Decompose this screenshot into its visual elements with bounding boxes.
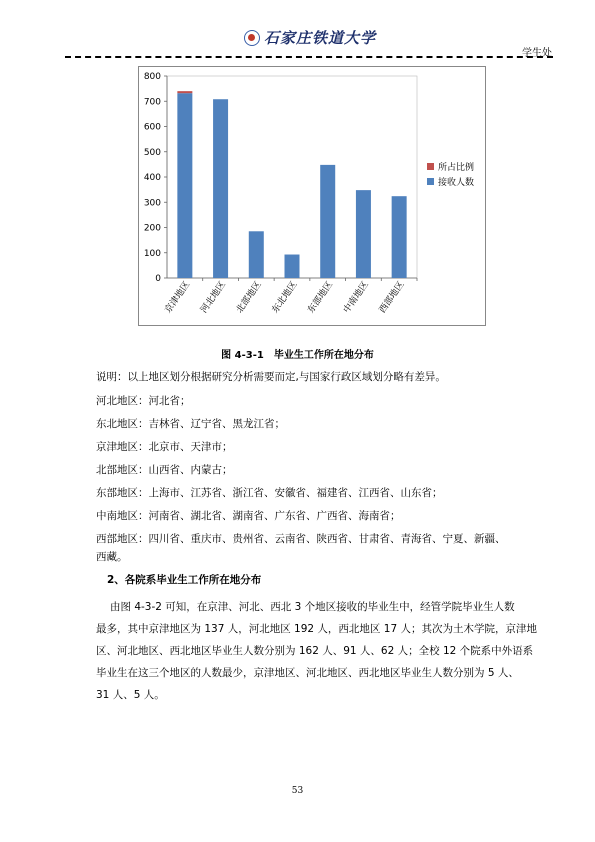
- plot-area: [167, 76, 417, 278]
- bar-received: [213, 99, 228, 278]
- region-line: 西藏。: [96, 551, 128, 563]
- y-tick-label: 700: [143, 97, 161, 108]
- y-tick-label: 800: [143, 72, 161, 82]
- legend-swatch: [427, 163, 434, 170]
- school-emblem-icon: [244, 30, 260, 46]
- region-line: 北部地区：山西省、内蒙古；: [96, 464, 233, 476]
- y-tick-label: 100: [143, 248, 161, 259]
- bar-chart: [138, 66, 486, 326]
- school-logo: [244, 27, 376, 48]
- bar-chart-svg: [139, 67, 487, 327]
- x-tick-label: 京津地区: [163, 279, 193, 316]
- bar-received: [392, 196, 407, 278]
- body-line: 毕业生在这三个地区的人数最少，京津地区、河北地区、西北地区毕业生人数分别为 5 人、: [96, 667, 519, 679]
- y-tick-label: 600: [143, 122, 161, 133]
- body-line: 31 人、5 人。: [96, 689, 165, 701]
- region-line: 东北地区：吉林省、辽宁省、黑龙江省；: [96, 418, 285, 430]
- y-tick-label: 500: [143, 147, 161, 158]
- section-title: 2、各院系毕业生工作所在地分布: [107, 574, 262, 586]
- x-tick-label: 北部地区: [234, 279, 264, 316]
- department-label: 学生处: [522, 48, 552, 59]
- page-number: 53: [291, 786, 304, 796]
- bar-received: [285, 255, 300, 278]
- legend-label: 所占比例: [438, 163, 475, 173]
- x-tick-label: 中南地区: [342, 279, 371, 316]
- bar-received: [356, 190, 371, 278]
- x-tick-label: 东北地区: [270, 279, 300, 316]
- body-line: 区、河北地区、西北地区毕业生人数分别为 162 人、91 人、62 人；全校 12 个院系中外语系: [96, 645, 534, 657]
- school-name: 石家庄铁道大学: [264, 29, 377, 47]
- body-line: 最多，其中京津地区为 137 人，河北地区 192 人，西北地区 17 人；其次为土木学院，京津地: [96, 623, 537, 635]
- region-line: 中南地区：河南省、湖北省、湖南省、广东省、广西省、海南省；: [96, 510, 401, 522]
- x-tick-label: 东部地区: [306, 279, 336, 316]
- y-tick-label: 300: [143, 198, 161, 209]
- region-line: 河北地区：河北省；: [96, 395, 191, 407]
- legend-label: 接收人数: [438, 178, 475, 188]
- region-note: 说明：以上地区划分根据研究分析需要而定,与国家行政区域划分略有差异。: [96, 371, 446, 383]
- y-tick-label: 400: [143, 173, 161, 183]
- bar-received: [320, 165, 335, 278]
- bar-received: [177, 93, 192, 278]
- x-tick-label: 西部地区: [377, 279, 407, 316]
- figure-caption: 图 4-3-1 毕业生工作所在地分布: [221, 350, 374, 361]
- region-line: 京津地区：北京市、天津市；: [96, 441, 233, 453]
- x-tick-label: 河北地区: [199, 279, 229, 316]
- header-divider: [65, 56, 553, 58]
- bar-ratio: [177, 91, 192, 93]
- region-line: 东部地区：上海市、江苏省、浙江省、安徽省、福建省、江西省、山东省；: [96, 487, 443, 499]
- legend-swatch: [427, 178, 434, 185]
- region-line: 西部地区：四川省、重庆市、贵州省、云南省、陕西省、甘肃省、青海省、宁夏、新疆、: [96, 533, 506, 545]
- body-line: 由图 4-3-2 可知，在京津、河北、西北 3 个地区接收的毕业生中，经管学院毕业生人数: [110, 601, 515, 613]
- y-tick-label: 200: [143, 223, 161, 234]
- bar-received: [249, 231, 264, 278]
- y-tick-label: 0: [155, 274, 161, 284]
